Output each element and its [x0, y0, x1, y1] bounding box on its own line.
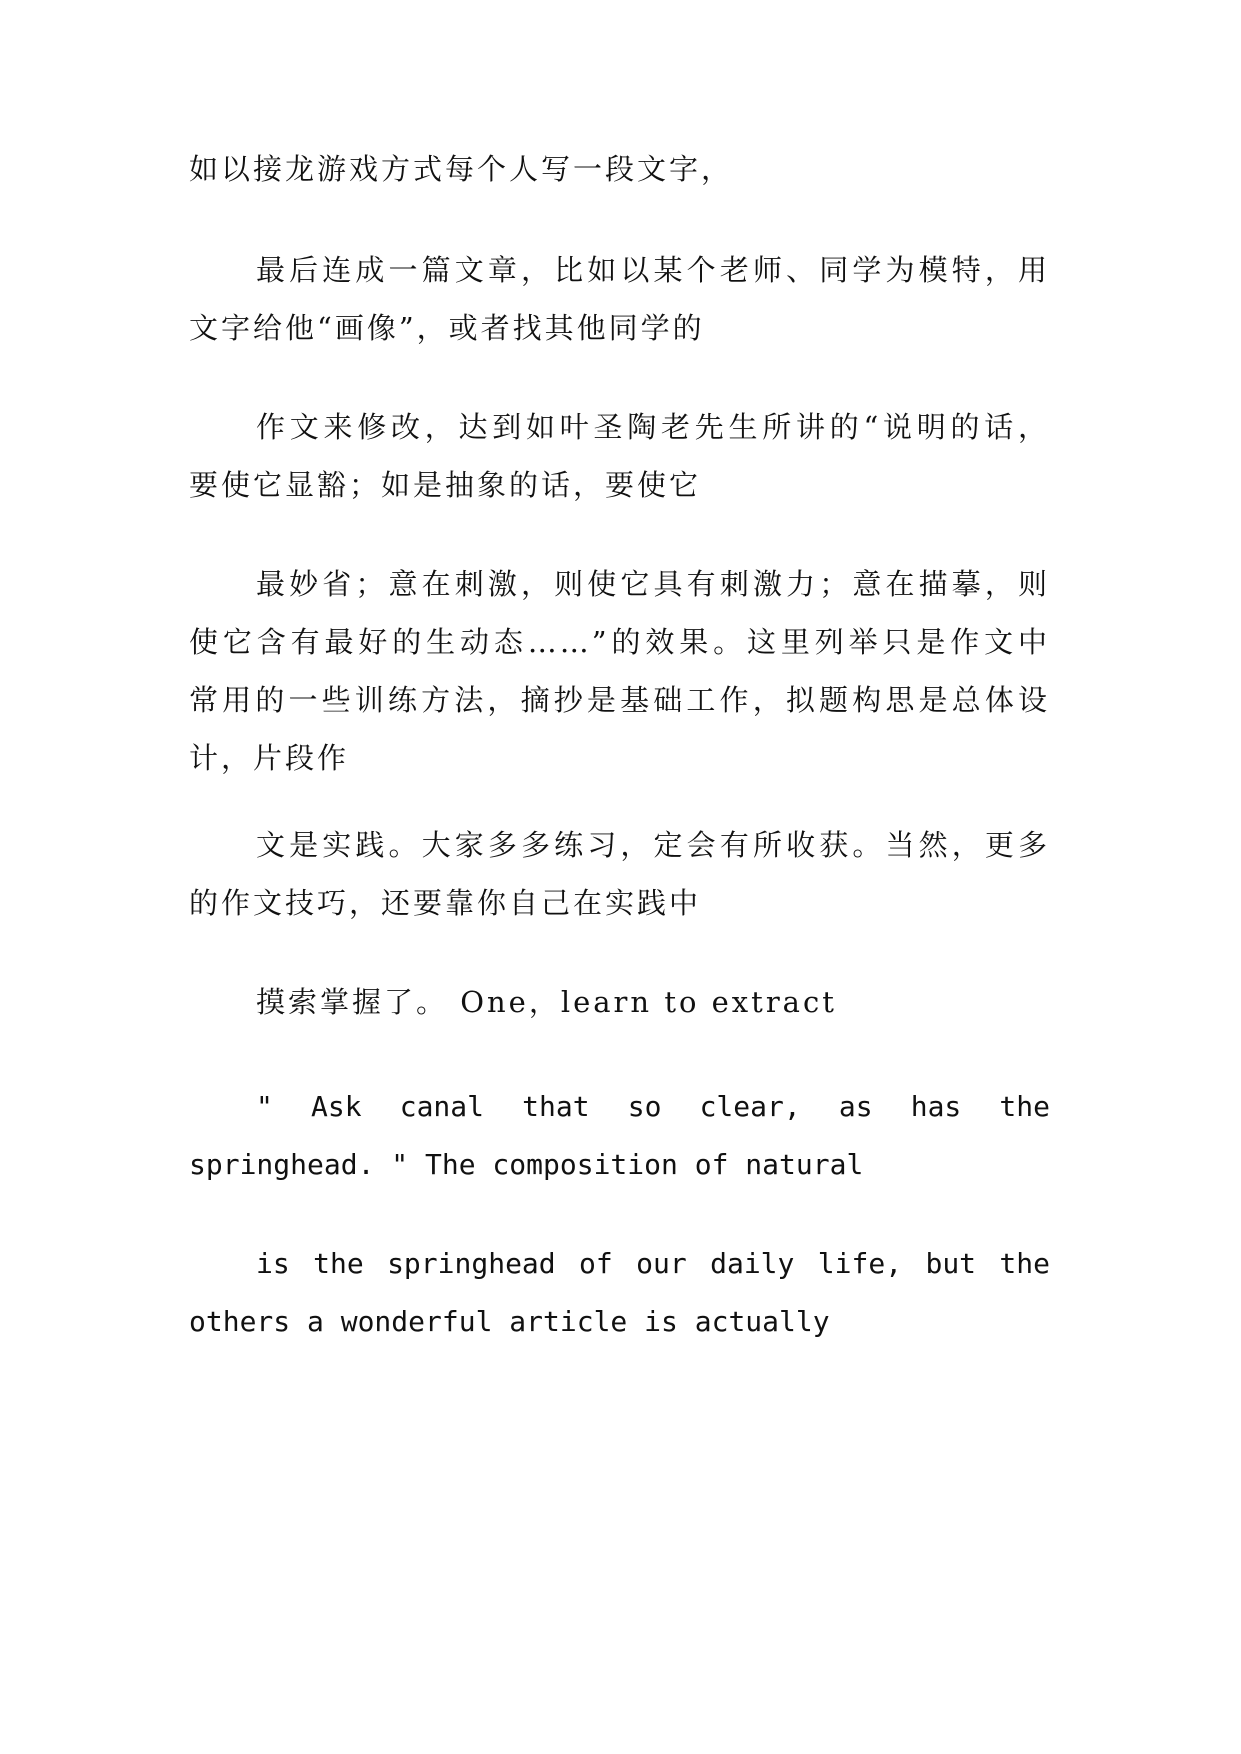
- text-line: 的作文技巧，还要靠你自己在实践中: [189, 886, 702, 920]
- text-line: " Ask canal that so clear, as has the: [256, 1090, 1050, 1123]
- paragraph-7: [189, 1078, 1050, 1194]
- paragraph-1: [189, 140, 1050, 198]
- text-line: 最后连成一篇文章，比如以某个老师、同学为模特，用: [256, 253, 1050, 287]
- text-line: 常用的一些训练方法，摘抄是基础工作，拟题构思是总体设: [189, 683, 1050, 717]
- text-line: 作文来修改，达到如叶圣陶老先生所讲的“说明的话，: [256, 410, 1050, 444]
- text-line: 文字给他“画像”，或者找其他同学的: [189, 311, 705, 345]
- text-line: 文是实践。大家多多练习，定会有所收获。当然，更多: [256, 828, 1050, 862]
- paragraph-6: [189, 973, 1050, 1031]
- paragraph-8: [189, 1235, 1050, 1351]
- text-line: 如以接龙游戏方式每个人写一段文字，: [189, 152, 734, 186]
- text-line: is the springhead of our daily life, but the: [256, 1247, 1050, 1280]
- paragraph-3: [189, 398, 1050, 514]
- text-line: 最妙省；意在刺激，则使它具有刺激力；意在描摹，则: [256, 567, 1050, 601]
- text-line: 要使它显豁；如是抽象的话，要使它: [189, 468, 702, 502]
- paragraph-4: [189, 555, 1050, 787]
- text-line: others a wonderful article is actually: [189, 1305, 830, 1338]
- text-line: 摸索掌握了。 One，learn to extract: [256, 985, 837, 1019]
- paragraph-5: [189, 816, 1050, 932]
- paragraph-2: [189, 241, 1050, 357]
- text-line: springhead. " The composition of natural: [189, 1148, 864, 1181]
- text-line: 使它含有最好的生动态……”的效果。这里列举只是作文中: [189, 625, 1050, 659]
- text-line: 计，片段作: [189, 741, 350, 775]
